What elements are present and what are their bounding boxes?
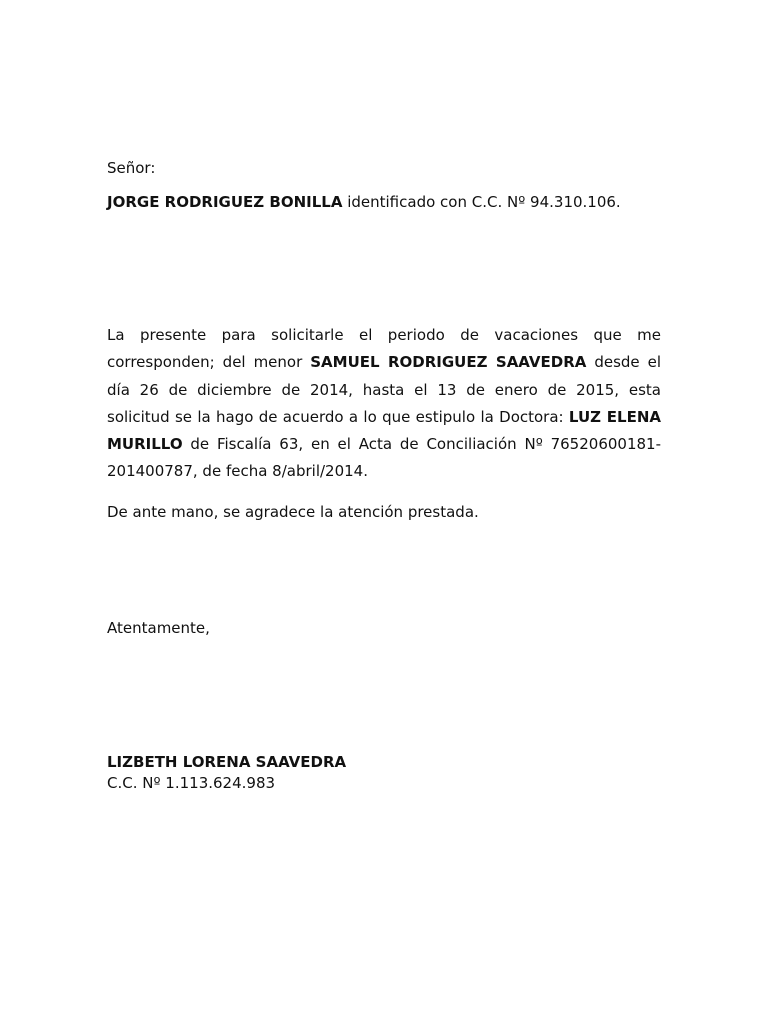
signature-block bbox=[107, 752, 661, 794]
request-text-reference: de Fiscalía 63, en el Acta de Conciliación Nº 76520600181-201400787, de fecha 8/abril/2014. bbox=[107, 435, 661, 481]
request-paragraph bbox=[107, 322, 661, 486]
closing-line: Atentamente, bbox=[107, 619, 210, 637]
signer-name: LIZBETH LORENA SAAVEDRA bbox=[107, 753, 347, 771]
doctor-name: LUZ ELENA MURILLO bbox=[107, 407, 661, 454]
addressee-id: identificado con C.C. Nº 94.310.106. bbox=[342, 193, 621, 211]
request-text-dates: desde el día 26 de diciembre de 2014, hasta el 13 de enero de 2015, esta solicitud se la hago de acuerdo a lo que estipulo la Doctora: bbox=[107, 353, 661, 426]
thanks-line: De ante mano, se agradece la atención prestada. bbox=[107, 503, 479, 521]
minor-name: SAMUEL RODRIGUEZ SAAVEDRA bbox=[310, 353, 587, 372]
addressee-name: JORGE RODRIGUEZ BONILLA bbox=[107, 193, 343, 211]
salutation: Señor: bbox=[107, 159, 156, 177]
addressee-line bbox=[107, 192, 661, 212]
signer-id: C.C. Nº 1.113.624.983 bbox=[107, 774, 276, 792]
request-text-intro: La presente para solicitarle el periodo de vacaciones que me corresponden; del menor bbox=[107, 326, 661, 372]
